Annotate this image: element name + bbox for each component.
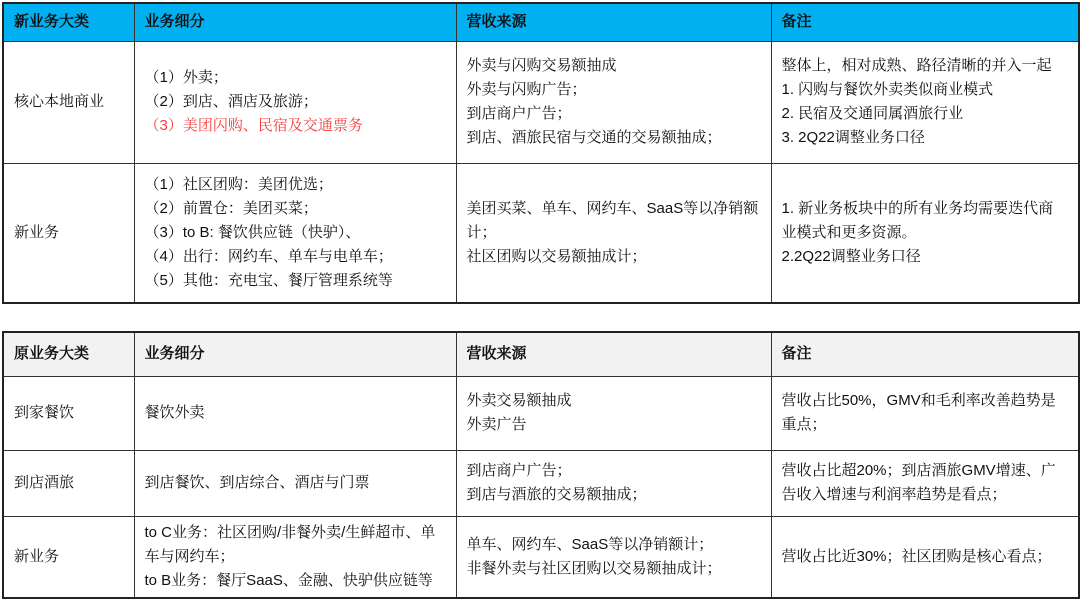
text-line: 到家餐饮 <box>14 404 75 421</box>
table-row <box>3 450 1079 516</box>
table-row <box>3 163 1079 303</box>
text-line: 社区团购以交易额抽成计； <box>466 247 647 265</box>
column-header: 新业务大类 <box>3 3 134 41</box>
column-header: 业务细分 <box>134 332 456 376</box>
text-line: 新业务 <box>14 547 60 565</box>
category-cell <box>3 516 134 598</box>
text-line: 单车、网约车、SaaS等以净销额计； <box>466 535 714 553</box>
category-cell <box>3 41 134 163</box>
text-line: 营收占比超20%；到店酒旅GMV增速、广告收入增速与利润率趋势是看点； <box>781 462 1056 503</box>
text-line: 3. 2Q22调整业务口径 <box>781 129 925 146</box>
text-line: 营收占比50%，GMV和毛利率改善趋势是重点； <box>781 392 1056 433</box>
header-row <box>3 332 1079 376</box>
text-line: （2）前置仓：美团买菜； <box>144 199 318 217</box>
text-line: 到店酒旅 <box>14 474 75 491</box>
text-line: 1. 新业务板块中的所有业务均需要迭代商业模式和更多资源。 <box>781 199 1054 241</box>
text-line: 核心本地商业 <box>14 93 105 110</box>
column-header: 备注 <box>771 3 1079 41</box>
column-header: 业务细分 <box>134 3 456 41</box>
text-line: （1）社区团购：美团优选； <box>144 175 333 193</box>
detail-cell <box>134 516 456 598</box>
detail-cell <box>456 376 771 450</box>
text-line: 新业务 <box>14 223 60 241</box>
table-row <box>3 41 1079 163</box>
text-line: 2.2Q22调整业务口径 <box>781 247 921 265</box>
detail-cell <box>134 163 456 303</box>
text-line: 餐饮外卖 <box>144 404 205 421</box>
text-line: 外卖交易额抽成 <box>466 392 572 409</box>
column-header: 营收来源 <box>456 332 771 376</box>
text-line: 美团买菜、单车、网约车、SaaS等以净销额计； <box>466 199 759 241</box>
highlighted-text-line: （3）美团闪购、民宿及交通票务 <box>144 117 363 134</box>
text-line: 外卖与闪购广告； <box>466 81 587 98</box>
detail-cell <box>771 450 1079 516</box>
detail-cell <box>456 163 771 303</box>
table-row <box>3 376 1079 450</box>
new-business-table <box>2 2 1080 304</box>
old-business-table <box>2 331 1080 599</box>
text-line: 2. 民宿及交通同属酒旅行业 <box>781 105 964 122</box>
text-line: 到店与酒旅的交易额抽成； <box>466 486 647 503</box>
text-line: 非餐外卖与社区团购以交易额抽成计； <box>466 559 722 577</box>
text-line: to C业务：社区团购/非餐外卖/生鲜超市、单车与网约车； <box>144 523 436 565</box>
detail-cell <box>456 516 771 598</box>
detail-cell <box>456 41 771 163</box>
text-line: 到店商户广告； <box>466 462 572 479</box>
detail-cell <box>456 450 771 516</box>
text-line: to B业务：餐厅SaaS、金融、快驴供应链等 <box>144 571 433 589</box>
text-line: 整体上，相对成熟、路径清晰的并入一起 <box>781 57 1052 74</box>
column-header: 营收来源 <box>456 3 771 41</box>
header-row <box>3 3 1079 41</box>
category-cell <box>3 163 134 303</box>
text-line: （2）到店、酒店及旅游； <box>144 93 318 110</box>
text-line: 外卖与闪购交易额抽成 <box>466 57 617 74</box>
detail-cell <box>134 450 456 516</box>
table-row <box>3 516 1079 598</box>
detail-cell <box>771 163 1079 303</box>
text-line: （3）to B: 餐饮供应链（快驴）、 <box>144 223 361 241</box>
text-line: （4）出行：网约车、单车与电单车； <box>144 247 393 265</box>
detail-cell <box>771 516 1079 598</box>
column-header: 原业务大类 <box>3 332 134 376</box>
category-cell <box>3 450 134 516</box>
text-line: 到店、酒旅民宿与交通的交易额抽成； <box>466 129 722 146</box>
text-line: （5）其他：充电宝、餐厅管理系统等 <box>144 271 393 289</box>
text-line: 营收占比近30%；社区团购是核心看点； <box>781 547 1052 565</box>
detail-cell <box>771 376 1079 450</box>
column-header: 备注 <box>771 332 1079 376</box>
text-line: （1）外卖； <box>144 69 228 86</box>
detail-cell <box>771 41 1079 163</box>
text-line: 外卖广告 <box>466 416 527 433</box>
text-line: 到店餐饮、到店综合、酒店与门票 <box>144 474 370 491</box>
detail-cell <box>134 41 456 163</box>
detail-cell <box>134 376 456 450</box>
text-line: 1. 闪购与餐饮外卖类似商业模式 <box>781 81 994 98</box>
text-line: 到店商户广告； <box>466 105 572 122</box>
category-cell <box>3 376 134 450</box>
